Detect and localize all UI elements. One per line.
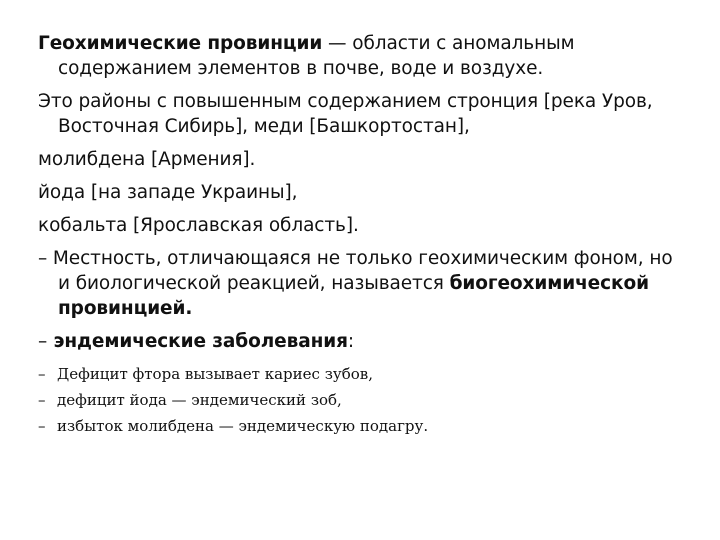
paragraph-biogeochemical xyxy=(38,246,690,321)
paragraph-geochemical-provinces xyxy=(38,31,690,81)
list-item xyxy=(38,416,690,436)
dash-bullet: – xyxy=(38,248,48,269)
paragraph-regions xyxy=(38,89,690,139)
list-item-text: Дефицит фтора вызывает кариес зубов, xyxy=(57,365,373,383)
dash-bullet: – xyxy=(38,331,48,352)
list-item-text: дефицит йода — эндемический зоб, xyxy=(57,391,342,409)
regions-text: Это районы с повышенным содержанием стронция [река Уров, Восточная Сибирь], меди [Башкортостан], xyxy=(38,91,653,137)
list-item-text: избыток молибдена — эндемическую подагру. xyxy=(57,417,429,435)
term-geochemical-provinces: Геохимические провинции xyxy=(38,33,323,54)
term-biogeochemical-province: биогеохимической провинцией. xyxy=(58,273,649,319)
iodine-text: йода [на западе Украины], xyxy=(38,182,298,203)
term-endemic-diseases: эндемические заболевания xyxy=(47,331,348,352)
list-item xyxy=(38,364,690,384)
dash-bullet: – xyxy=(38,365,46,383)
endemic-diseases-list xyxy=(38,364,690,436)
definition-text: — области с аномальным содержанием элементов в почве, воде и воздухе. xyxy=(58,33,575,79)
colon-text: : xyxy=(347,331,355,352)
paragraph-molybdenum xyxy=(38,147,690,172)
dash-bullet: – xyxy=(38,417,46,435)
cobalt-text: кобальта [Ярославская область]. xyxy=(38,215,359,236)
dash-bullet: – xyxy=(38,391,46,409)
paragraph-iodine xyxy=(38,180,690,205)
paragraph-endemic xyxy=(38,329,690,354)
molybdenum-text: молибдена [Армения]. xyxy=(38,149,256,170)
paragraph-cobalt xyxy=(38,213,690,238)
list-item xyxy=(38,390,690,410)
biogeochemical-text: Местность, отличающаяся не только геохимическим фоном, но и биологической реакцией, называется xyxy=(47,248,673,294)
